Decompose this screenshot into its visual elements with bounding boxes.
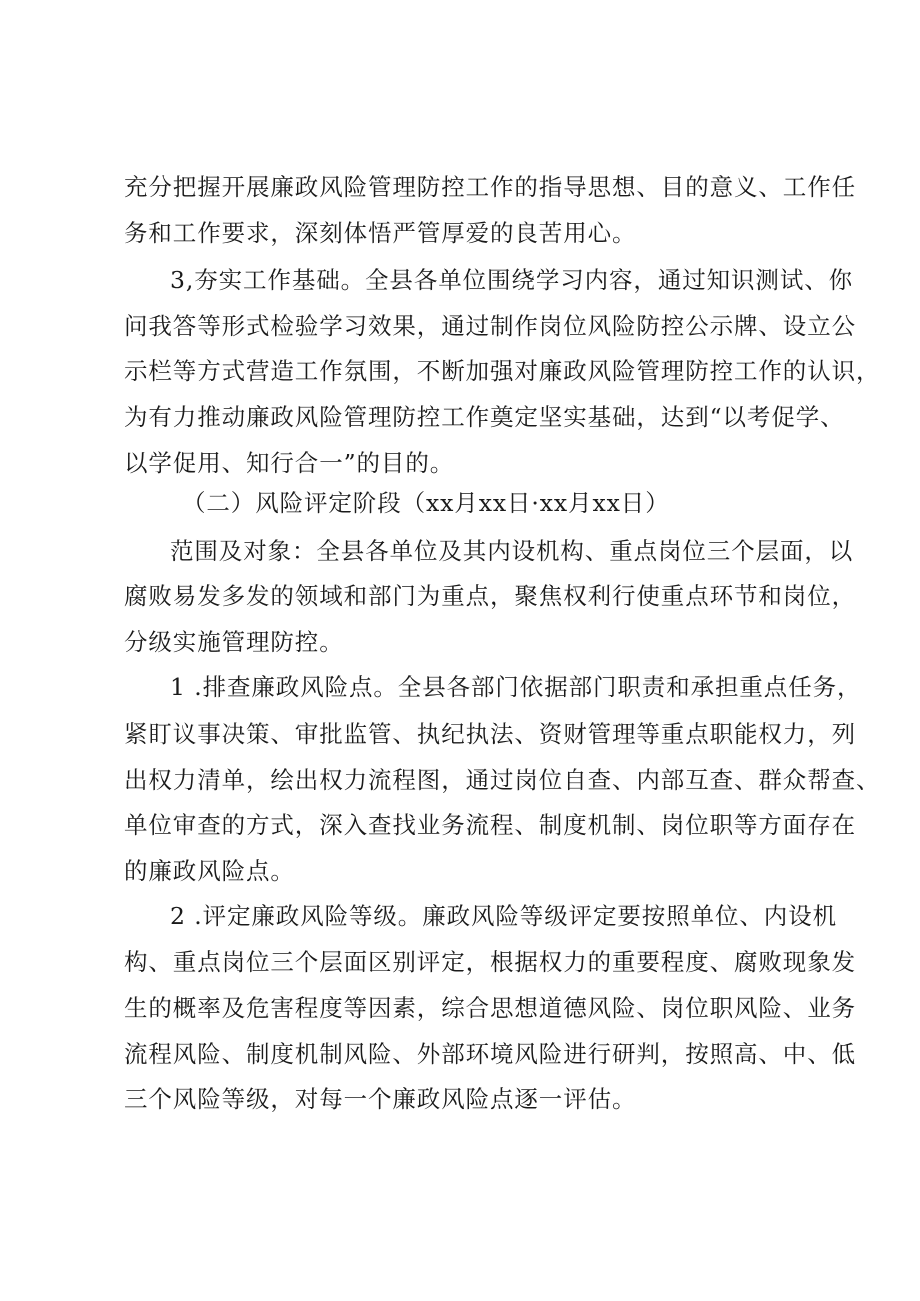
section-heading: （二）风险评定阶段（xx月xx日·xx月xx日）: [182, 489, 670, 517]
paragraph-line: 3,夯实工作基础。全县各单位围绕学习内容，通过知识测试、你: [170, 266, 854, 294]
paragraph-line: 单位审查的方式，深入查找业务流程、制度机制、岗位职等方面存在: [124, 811, 856, 839]
paragraph-line: 生的概率及危害程度等因素，综合思想道德风险、岗位职风险、业务: [124, 994, 856, 1022]
paragraph-line: 以学促用、知行合一”的目的。: [124, 449, 455, 477]
paragraph-line: 1 .排查廉政风险点。全县各部门依据部门职责和承担重点任务，: [170, 673, 862, 701]
paragraph-line: 范围及对象：全县各单位及其内设机构、重点岗位三个层面，以: [170, 537, 854, 565]
paragraph-line: 充分把握开展廉政风险管理防控工作的指导思想、目的意义、工作任: [124, 173, 856, 201]
paragraph-line: 流程风险、制度机制风险、外部环境风险进行研判，按照高、中、低: [124, 1040, 856, 1068]
paragraph-line: 为有力推动廉政风险管理防控工作奠定坚实基础，达到“以考促学、: [124, 403, 845, 431]
paragraph-line: 务和工作要求，深刻体悟严管厚爱的良苦用心。: [124, 219, 637, 247]
paragraph-line: 腐败易发多发的领域和部门为重点，聚焦权利行使重点环节和岗位，: [124, 582, 856, 610]
paragraph-line: 出权力清单，绘出权力流程图，通过岗位自查、内部互查、群众帮查、: [124, 766, 881, 794]
paragraph-line: 2 .评定廉政风险等级。廉政风险等级评定要按照单位、内设机: [170, 902, 837, 930]
paragraph-line: 分级实施管理防控。: [124, 628, 344, 656]
paragraph-line: 构、重点岗位三个层面区别评定，根据权力的重要程度、腐败现象发: [124, 948, 856, 976]
paragraph-line: 示栏等方式营造工作氛围，不断加强对廉政风险管理防控工作的认识，: [124, 357, 881, 385]
paragraph-line: 三个风险等级，对每一个廉政风险点逐一评估。: [124, 1085, 637, 1113]
paragraph-line: 紧盯议事决策、审批监管、执纪执法、资财管理等重点职能权力，列: [124, 720, 856, 748]
paragraph-line: 的廉政风险点。: [124, 857, 295, 885]
paragraph-line: 问我答等形式检验学习效果，通过制作岗位风险防控公示牌、设立公: [124, 312, 856, 340]
